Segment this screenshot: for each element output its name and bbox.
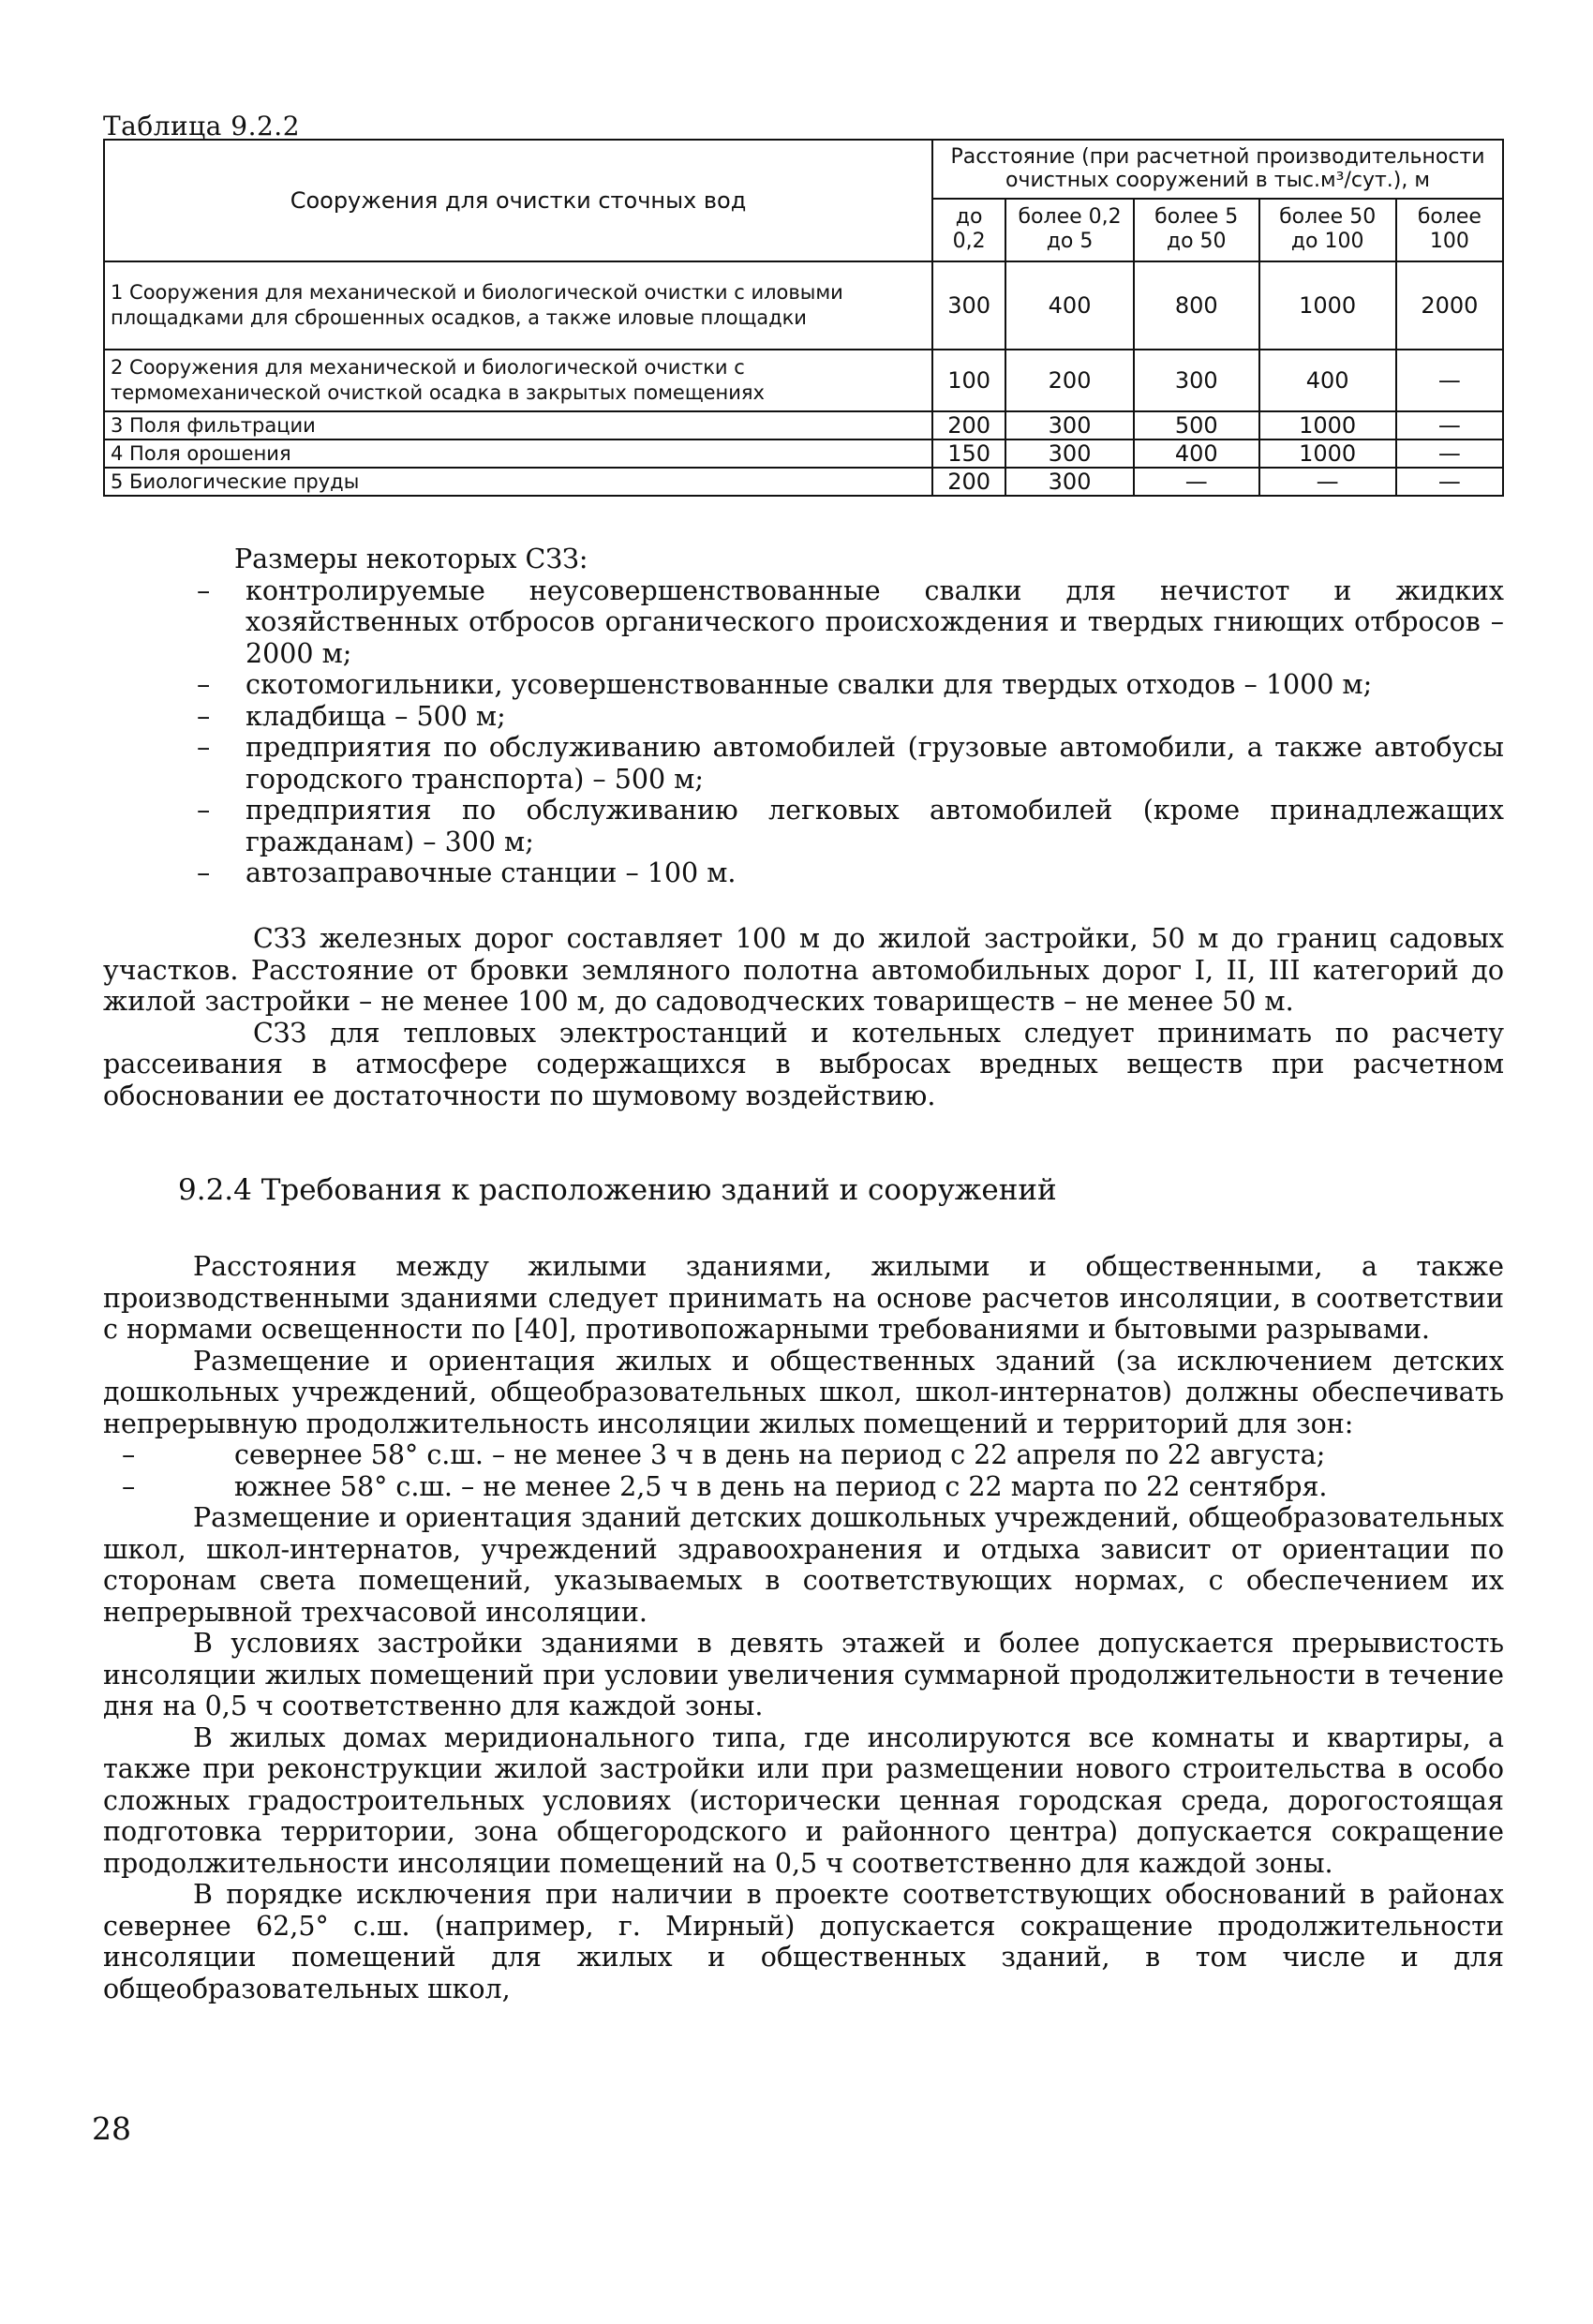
table-cell: 300 [1005,411,1134,439]
table-cell: 2000 [1396,261,1503,350]
list-item: – предприятия по обслуживанию легковых автомобилей (кроме принадлежащих гражданам) – 300 м; [178,795,1504,857]
list-item: – скотомогильники, усовершенствованные свалки для твердых отходов – 1000 м; [178,669,1504,701]
table-cell: 1000 [1259,261,1396,350]
table-cell: 300 [932,261,1005,350]
paragraph: Размещение и ориентация жилых и общественных зданий (за исключением детских дошкольных учреждений, общеобразовательных школ, школ-интернатов) должны обеспечивать непрерывную продолжительность инсоляции жилых помещений и территорий для зон: [103,1345,1504,1439]
table-cell: 200 [1005,350,1134,411]
table-cell: 100 [932,350,1005,411]
table-cell: — [1396,350,1503,411]
table-cell-name: 3 Поля фильтрации [104,411,932,439]
power-paragraph: СЗЗ для тепловых электростанций и котельных следует принимать по расчету рассеивания в атмосфере содержащихся в выбросах вредных веществ при расчетном обосновании ее достаточности по шумовому воздействию. [103,1017,1504,1111]
table-cell: 400 [1259,350,1396,411]
paragraph: Расстояния между жилыми зданиями, жилыми и общественными, а также производственными зданиями следует принимать на основе расчетов инсоляции, в соответствии с нормами освещенности по [40], противопожарными требованиями и бытовыми разрывами. [103,1251,1504,1345]
szz-block [178,544,1504,889]
table-subheader: до 0,2 [932,199,1005,261]
table-cell: 400 [1005,261,1134,350]
table-subheader: более 5 до 50 [1134,199,1259,261]
list-item: – кладбища – 500 м; [178,701,1504,733]
table-cell: 800 [1134,261,1259,350]
table-subheader: более 100 [1396,199,1503,261]
table-row [104,411,1503,439]
table-cell: — [1134,468,1259,496]
section-heading: 9.2.4 Требования к расположению зданий и сооружений [178,1173,1057,1207]
table-row [104,350,1503,411]
table-cell: 500 [1134,411,1259,439]
paragraph: Размещение и ориентация зданий детских дошкольных учреждений, общеобразовательных школ, школ-интернатов, учреждений здравоохранения и отдыха зависит от ориентации по сторонам света помещений, указываемых в соответствующих нормах, с обеспечением их непрерывной трехчасовой инсоляции. [103,1502,1504,1628]
table-subheader: более 0,2 до 5 [1005,199,1134,261]
list-item: – севернее 58° с.ш. – не менее 3 ч в день на период с 22 апреля по 22 августа; [103,1439,1504,1471]
table-cell-name: 4 Поля орошения [104,439,932,468]
table-row [104,468,1503,496]
table-cell-name: 2 Сооружения для механической и биологической очистки с термомеханической очисткой осадка в закрытых помещениях [104,350,932,411]
table-header-name: Сооружения для очистки сточных вод [104,140,932,261]
table-cell: 300 [1005,468,1134,496]
table-subheader: более 50 до 100 [1259,199,1396,261]
table-cell: 1000 [1259,439,1396,468]
table-header-distance: Расстояние (при расчетной производительности очистных сооружений в тыс.м³/сут.), м [932,140,1503,199]
table-row [104,439,1503,468]
table-cell-name: 5 Биологические пруды [104,468,932,496]
distances-table [103,139,1504,497]
table-cell: — [1396,468,1503,496]
table-cell: 300 [1005,439,1134,468]
table-cell: 300 [1134,350,1259,411]
table-cell: — [1396,439,1503,468]
zones-list [103,1439,1504,1502]
list-item: – контролируемые неусовершенствованные свалки для нечистот и жидких хозяйственных отбросов органического происхождения и твердых гниющих отбросов – 2000 м; [178,575,1504,670]
table-caption: Таблица 9.2.2 [103,111,301,142]
list-item: – предприятия по обслуживанию автомобилей (грузовые автомобили, а также автобусы городского транспорта) – 500 м; [178,732,1504,795]
section-body [103,1251,1504,2004]
table-cell: 150 [932,439,1005,468]
rail-paragraph-block [103,923,1504,1111]
table-cell: — [1259,468,1396,496]
table-cell: — [1396,411,1503,439]
rail-paragraph: СЗЗ железных дорог составляет 100 м до жилой застройки, 50 м до границ садовых участков. Расстояние от бровки земляного полотна автомобильных дорог I, II, III категорий до жилой застройки – не менее 100 м, до садоводческих товариществ – не менее 50 м. [103,923,1504,1017]
paragraph: В порядке исключения при наличии в проекте соответствующих обоснований в районах севернее 62,5° с.ш. (например, г. Мирный) допускается сокращение продолжительности инсоляции помещений для жилых и общественных зданий, в том числе и для общеобразовательных школ, [103,1879,1504,2004]
szz-list [178,575,1504,889]
table-cell: 200 [932,468,1005,496]
szz-title: Размеры некоторых СЗЗ: [234,544,588,574]
paragraph: В жилых домах меридионального типа, где инсолируются все комнаты и квартиры, а также при реконструкции жилой застройки или при размещении нового строительства в особо сложных градостроительных условиях (исторически ценная городская среда, дорогостоящая подготовка территории, зона общегородского и районного центра) допускается сокращение продолжительности инсоляции помещений на 0,5 ч соответственно для каждой зоны. [103,1721,1504,1879]
paragraph: В условиях застройки зданиями в девять этажей и более допускается прерывистость инсоляции жилых помещений при условии увеличения суммарной продолжительности в течение дня на 0,5 ч соответственно для каждой зоны. [103,1628,1504,1721]
table-cell: 200 [932,411,1005,439]
table-header-row [104,140,1503,199]
table-cell: 1000 [1259,411,1396,439]
table-row [104,261,1503,350]
list-item: – автозаправочные станции – 100 м. [178,857,1504,889]
list-item: – южнее 58° с.ш. – не менее 2,5 ч в день на период с 22 марта по 22 сентября. [103,1471,1504,1503]
table-cell: 400 [1134,439,1259,468]
table-cell-name: 1 Сооружения для механической и биологической очистки с иловыми площадками для сброшенных осадков, а также иловые площадки [104,261,932,350]
page-number: 28 [92,2110,131,2147]
